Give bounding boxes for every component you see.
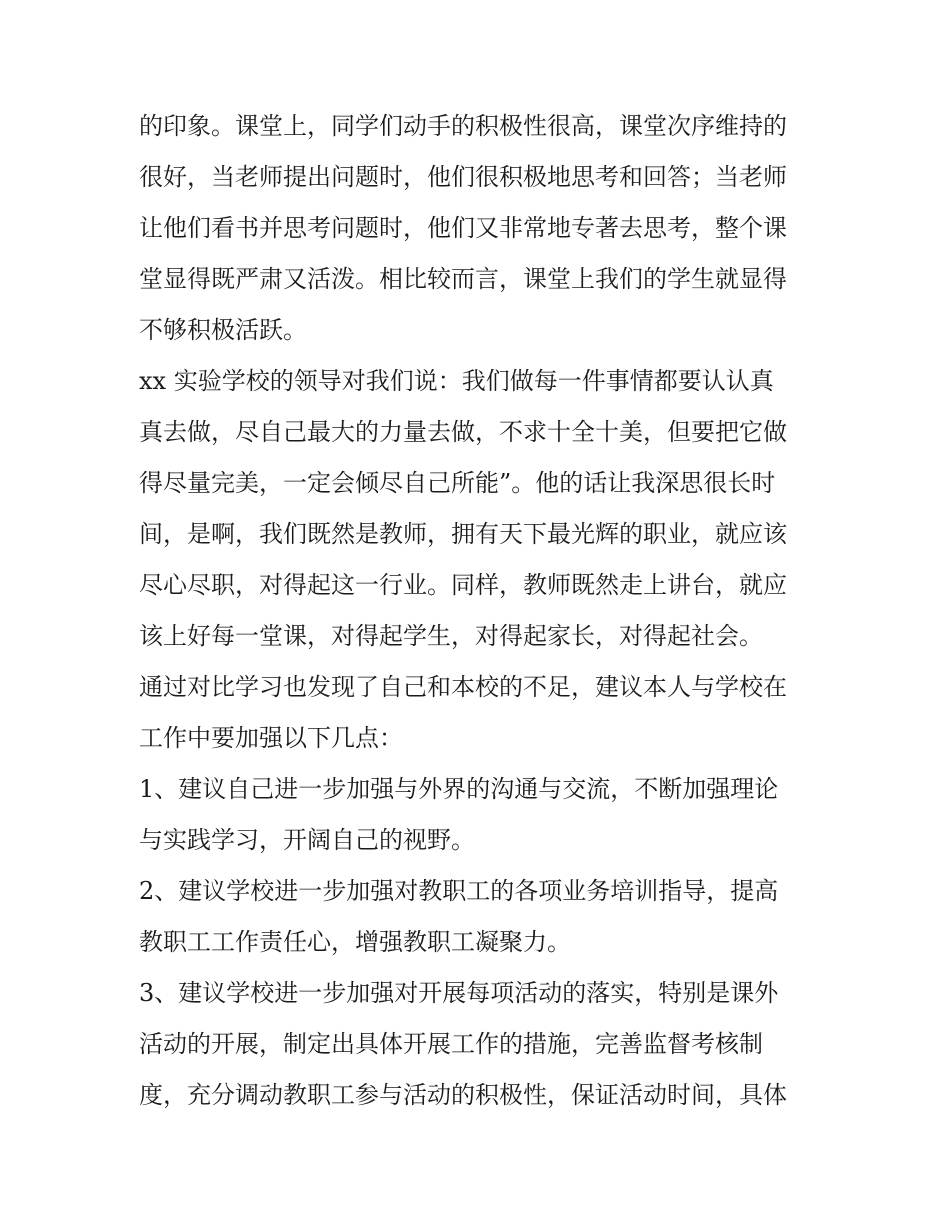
text-line: 通过对比学习也发现了自己和本校的不足，建议本人与学校在 — [139, 673, 787, 701]
text-line: 工作中要加强以下几点： — [139, 724, 403, 752]
text-line: 让他们看书并思考问题时，他们又非常地专著去思考，整个课 — [139, 214, 787, 242]
text-line: 活动的开展，制定出具体开展工作的措施，完善监督考核制 — [139, 1030, 763, 1058]
text-line: 尽心尽职，对得起这一行业。同样，教师既然走上讲台，就应 — [139, 571, 787, 599]
text-line: 间，是啊，我们既然是教师，拥有天下最光辉的职业，就应该 — [139, 520, 787, 548]
document-body — [139, 101, 819, 1121]
text-line: 的印象。课堂上，同学们动手的积极性很高，课堂次序维持的 — [139, 112, 787, 140]
text-line: 该上好每一堂课，对得起学生，对得起家长，对得起社会。 — [139, 622, 763, 650]
text-line: 堂显得既严肃又活泼。相比较而言，课堂上我们的学生就显得 — [139, 265, 787, 293]
text-line: 很好，当老师提出问题时，他们很积极地思考和回答；当老师 — [139, 163, 787, 191]
text-line: 不够积极活跃。 — [139, 316, 307, 344]
text-line: 真去做，尽自己最大的力量去做，不求十全十美，但要把它做 — [139, 418, 787, 446]
text-line: 3、建议学校进一步加强对开展每项活动的落实，特别是课外 — [139, 979, 779, 1007]
text-line: 得尽量完美，一定会倾尽自己所能”。他的话让我深思很长时 — [139, 469, 776, 497]
text-line: 教职工工作责任心，增强教职工凝聚力。 — [139, 928, 571, 956]
text-line: 1、建议自己进一步加强与外界的沟通与交流，不断加强理论 — [139, 775, 779, 803]
text-line: 度，充分调动教职工参与活动的积极性，保证活动时间，具体 — [139, 1081, 787, 1109]
text-line: 与实践学习，开阔自己的视野。 — [139, 826, 475, 854]
text-line: xx 实验学校的领导对我们说：我们做每一件事情都要认认真 — [139, 367, 774, 395]
text-line: 2、建议学校进一步加强对教职工的各项业务培训指导，提高 — [139, 877, 779, 905]
